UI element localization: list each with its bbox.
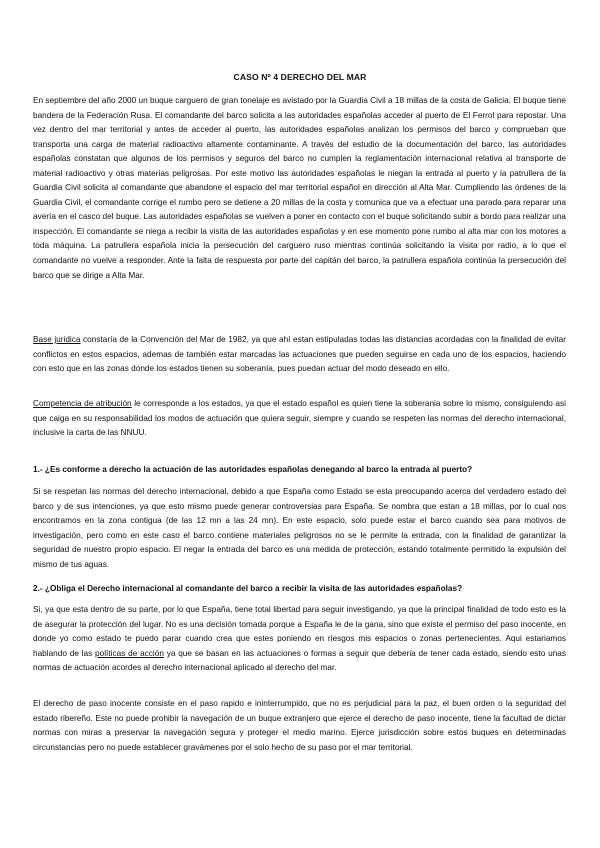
question-1-heading: 1.- ¿Es conforme a derecho la actuación de las autoridades españolas denegando al barco la entrada al puerto? bbox=[33, 465, 473, 474]
base-juridica-label: Base juridica bbox=[33, 335, 81, 344]
answer-2-text-part1: Si, ya que esta dentro de su parte, por lo que España, tiene total libertad para seguir investigando, ya que la principal finalidad de todo esto es la de asegurar la protección del lugar. No es una decisión tomada porque a España le de la gana, sino que existe el permiso del paso inocente, en donde yo como estado te puedo parar cuando crea que estes poniendo en riesgos mis espacios o zonas pertenecientes. Aqui estariamos hablando de las bbox=[33, 605, 566, 658]
competencia-paragraph bbox=[33, 397, 566, 441]
paso-inocente-paragraph: El derecho de paso inocente consiste en el paso rapido e ininterrumpido, que no es perjudicial para la paz, el buen orden o la seguridad del estado ribereño. Este no puede prohibir la navegación de un buque extranjero que ejerce el derecho de paso inocente, tiene la facultad de dictar normas con miras a preservar la navegación segura y proteger el medio marino. Ejerce jurisdicción sobre estos buques en determinadas circunstancias pero no puede establecer gravámenes por el solo hecho de su paso por el mar territorial. bbox=[33, 699, 566, 752]
question-2-heading: 2.- ¿Obliga el Derecho internacional al comandante del barco a recibir la visita de las autoridades españolas? bbox=[33, 584, 463, 593]
document-title: CASO Nº 4 DERECHO DEL MAR bbox=[233, 72, 367, 82]
competencia-text: le corresponde a los estados, ya que el estado español es quien tiene la soberania sobre lo mismo, consiguiendo asi que caiga en su responsabilidad los modos de actuación que quiera seguir, siempre y cuando se respeten las normas del derecho internacional, inclusive la carta de las NNUU. bbox=[33, 399, 566, 438]
base-juridica-text: constaría de la Convención del Mar de 1982, ya que ahí estan estipuladas todas las distancias acordadas con la finalidad de evitar conflictos en estos espacios, ademas de también estar marcadas las actuaciones que pueden seguirse en cada uno de los espacios, haciendo con esto que en las zonas donde los estados tienen su soberanía, pues puedan actuar del modo deseado en ello. bbox=[33, 335, 566, 374]
competencia-label: Competencia de atribución bbox=[33, 399, 132, 408]
answer-2-paragraph bbox=[33, 603, 566, 676]
answer-1-paragraph: Si se respetan las normas del derecho internacional, debido a que España como Estado se esta preocupando acerca del verdadero estado del barco y de sus intenciones, ya que esto mismo puede generar controversias para España. Se nombra que estan a 18 millas, por lo cual nos encontramos en la zona contigua (de las 12 mn a las 24 mn). En este espacio, solo puede estar el barco cuando sea para motivos de investigación, pero como en este caso el barco contiene materiales peligrosos no se le permite la entrada, con la finalidad de garantizar la seguridad de nuestro propio espacio. El negar la entrada del barco es una medida de protección, estando totalmente permitido la expulsión del mismo de tus aguas. bbox=[33, 487, 566, 569]
answer-2-text-part2: ya que se basan en las actuaciones o formas a seguir que deberia de tener cada estado, siendo esto unas normas de actuación acordes al derecho internacional aplicado al derecho del mar. bbox=[33, 648, 566, 673]
base-juridica-paragraph bbox=[33, 333, 566, 377]
case-description-paragraph: En septiembre del año 2000 un buque carguero de gran tonelaje es avistado por la Guardia Civil a 18 millas de la costa de Galicia. El buque tiene bandera de la Federación Rusa. El comandante del barco solicita a las autoridades españolas acceder al puerto de El Ferrol para repostar. Una vez dentro del mar territorial y antes de acceder al puerto, las autoridades españolas analizan los permisos del barco y comprueban que transporta una carga de material radioactivo altamente contaminante. A través del estudio de la documentación del barco, las autoridades españolas constatan que algunos de los permisos y seguros del barco no cumplen la reglamentación internacional relativa al transporte de material radioactivo y otras materias peligrosas. Por este motivo las autoridades españolas le niegan la entrada al puerto y la patrullera de la Guardia Civil solicita al comandante que abandone el espacio del mar territorial español en dirección al Alta Mar. Cumpliendo las órdenes de la Guardia Civil, el comandante corrige el rumbo pero se detiene a 20 millas de la costa y comunica que va a efectuar una parada para reparar una avería en el casco del buque. Las autoridades españolas se vuelven a poner en contacto con el buque solicitando subir a bordo para realizar una inspección. El comandante se niega a recibir la visita de las autoridades españolas y en ese momento pone rumbo al alta mar con los motores a toda máquina. La patrullera española inicia la persecución del carguero ruso mientras continúa solicitando la visita por radio, a lo que el comandante no vuelve a responder. Ante la falta de respuesta por parte del capitán del barco, la patrullera española continúa la persecución del barco que se dirige a Alta Mar. bbox=[33, 96, 566, 280]
politicas-de-accion-label: políticas de acción bbox=[95, 648, 164, 658]
